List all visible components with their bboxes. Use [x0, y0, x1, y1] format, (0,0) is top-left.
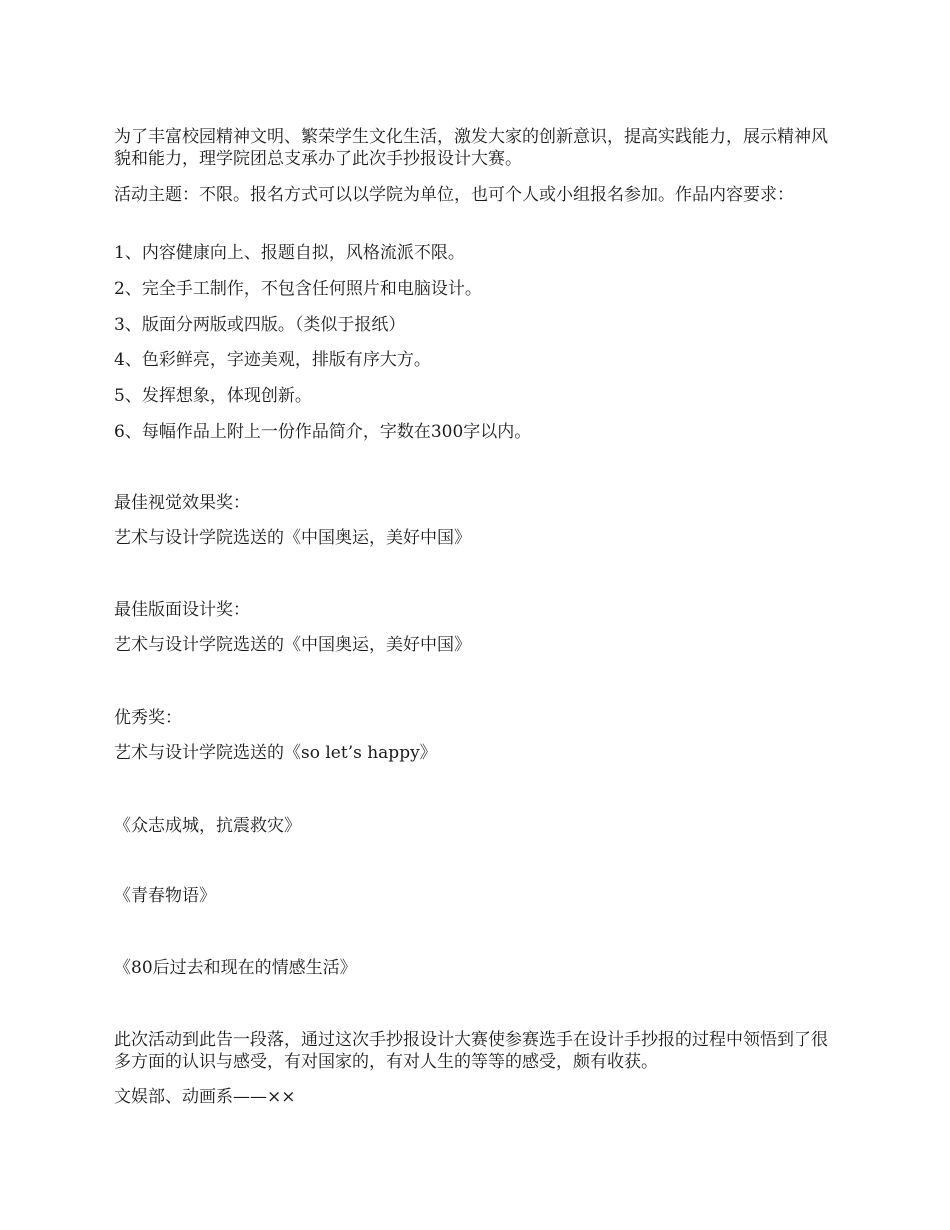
award-work-visual: 艺术与设计学院选送的《中国奥运，美好中国》 [114, 528, 471, 548]
award-title-visual: 最佳视觉效果奖： [114, 493, 250, 513]
intro-paragraph: 为了丰富校园精神文明、繁荣学生文化生活，激发大家的创新意识，提高实践能力，展示精神风貌和能力，理学院团总支承办了此次手抄报设计大赛。 [114, 127, 828, 169]
requirement-1: 1、内容健康向上、报题自拟，风格流派不限。 [114, 243, 465, 263]
conclusion-paragraph: 此次活动到此告一段落，通过这次手抄报设计大赛使参赛选手在设计手抄报的过程中领悟到了很多方面的认识与感受，有对国家的，有对人生的等等的感受，颇有收获。 [114, 1030, 828, 1072]
award-work-layout: 艺术与设计学院选送的《中国奥运，美好中国》 [114, 635, 471, 655]
award-title-excellent: 优秀奖： [114, 708, 182, 728]
award-work-excellent: 艺术与设计学院选送的《so let’s happy》 [114, 743, 437, 763]
signature: 文娱部、动画系——×× [114, 1087, 296, 1107]
requirement-3: 3、版面分两版或四版。（类似于报纸） [114, 315, 406, 335]
work-title-3: 《80后过去和现在的情感生活》 [114, 958, 357, 978]
requirement-4: 4、色彩鲜亮，字迹美观，排版有序大方。 [114, 350, 431, 370]
requirement-2: 2、完全手工制作，不包含任何照片和电脑设计。 [114, 279, 482, 299]
award-title-layout: 最佳版面设计奖： [114, 600, 250, 620]
requirement-5: 5、发挥想象，体现创新。 [114, 386, 312, 406]
requirement-6: 6、每幅作品上附上一份作品简介，字数在300字以内。 [114, 422, 532, 442]
work-title-1: 《众志成城，抗震救灾》 [114, 816, 301, 836]
theme-paragraph: 活动主题：不限。报名方式可以以学院为单位，也可个人或小组报名参加。作品内容要求： [114, 185, 794, 205]
work-title-2: 《青春物语》 [114, 886, 216, 906]
